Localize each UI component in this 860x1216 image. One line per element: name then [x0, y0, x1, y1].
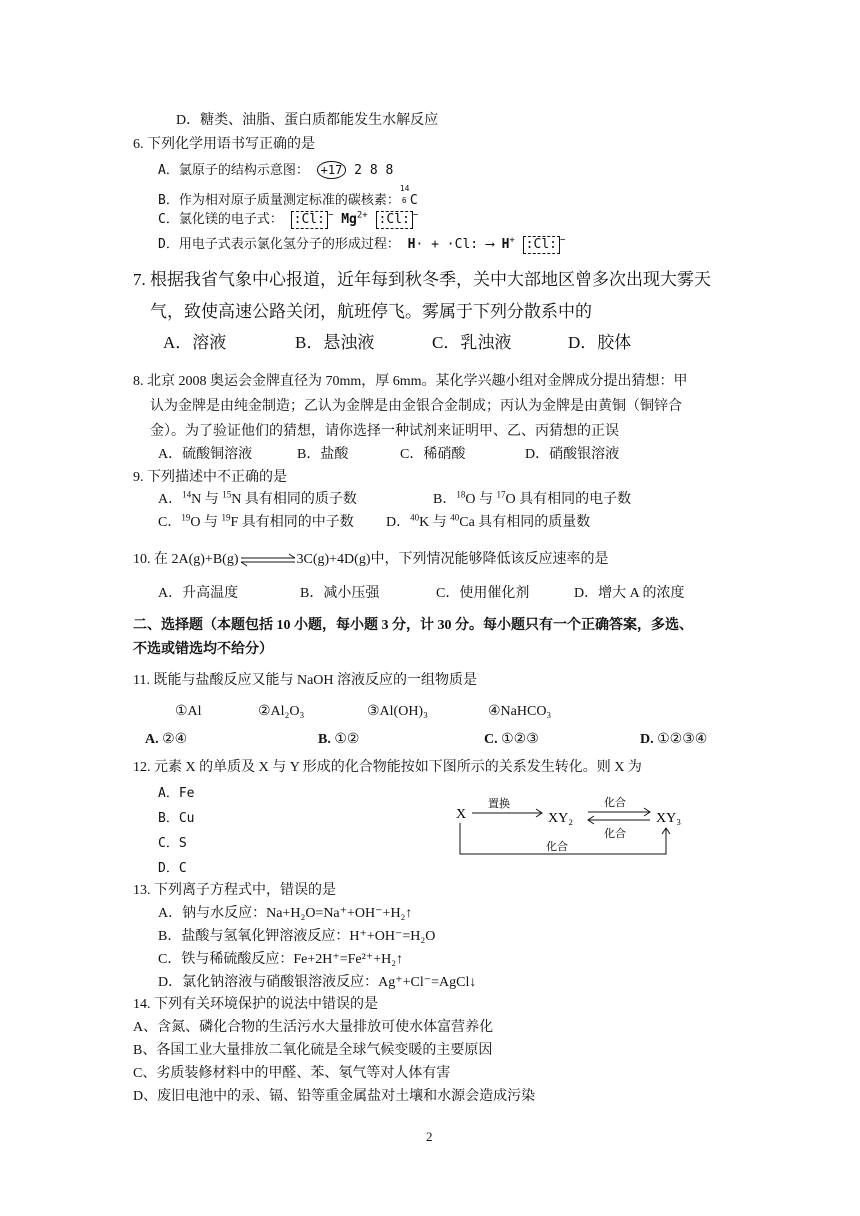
q6-c-minus-2: −: [412, 210, 419, 221]
q7-option-b: B．悬浊液: [295, 333, 375, 352]
q14-option-a: A、含氮、磷化合物的生活污水大量排放可使水体富营养化: [133, 1020, 494, 1035]
q9-c-t2: F 具有相同的中子数: [230, 515, 354, 530]
diagram-arrow1-label: 置换: [488, 798, 510, 810]
q9-a-m2: 15: [222, 489, 232, 500]
q12-option-b: B．Cu: [158, 811, 195, 826]
q9-a-m1: 14: [182, 489, 192, 500]
q10-option-b: B．减小压强: [300, 586, 380, 601]
q7-option-a: A．溶液: [163, 333, 227, 352]
q6-c-cl-2: Cl: [386, 212, 403, 227]
q11-stem: 11. 既能与盐酸反应又能与 NaOH 溶液反应的一组物质是: [133, 673, 478, 688]
q11-c-value: ①②③: [501, 732, 539, 747]
q9-option-a: [158, 491, 357, 509]
diagram-arrow2-label: 化合: [604, 797, 626, 809]
q14-option-c: C、劣质装修材料中的甲醛、苯、氡气等对人体有害: [133, 1066, 451, 1081]
q6-d-h: H: [407, 237, 416, 252]
diagram-xy3: XY₃: [656, 811, 682, 826]
q11-option-a: [145, 731, 187, 749]
q7-line2: 气，致使高速公路关闭，航班停飞。雾属于下列分散系中的: [150, 302, 592, 321]
diagram-x: X: [456, 807, 467, 822]
equilibrium-arrow-icon: [239, 553, 297, 567]
q7-line1: 7. 根据我省气象中心报道，近年每到秋冬季，关中大部地区曾多次出现大雾天: [133, 270, 711, 289]
q8-option-c: C．稀硝酸: [400, 447, 466, 462]
q11-d-value: ①②③④: [657, 732, 708, 747]
q7-option-d: D．胶体: [568, 333, 632, 352]
q9-c-t1: O 与: [190, 515, 218, 530]
q8-line2: 认为金牌是由纯金制造；乙认为金牌是由金银合金制成；丙认为金牌是由黄铜（铜锌合: [150, 399, 682, 414]
q9-d-t2: Ca 具有相同的质量数: [459, 515, 591, 530]
q10-option-a: A．升高温度: [158, 586, 239, 601]
q6-c-minus-1: −: [327, 210, 334, 221]
q6-c-label: C．氯化镁的电子式：: [158, 212, 283, 227]
q9-b-t1: O 与: [465, 492, 493, 507]
q6-d-cl: Cl: [454, 237, 471, 252]
q9-d-t1: K 与: [419, 515, 447, 530]
q10-option-d: D．增大 A 的浓度: [574, 586, 685, 601]
q6-d-hcharge: +: [509, 235, 515, 246]
q6-option-b: [158, 186, 418, 210]
q8-line1: 8. 北京 2008 奥运会金牌直径为 70mm，厚 6mm。某化学兴趣小组对金牌成分提出猜想：甲: [133, 374, 688, 389]
right-arrow-icon: ⟶: [485, 237, 494, 252]
q11-b-label: B.: [318, 732, 331, 747]
q8-option-a: A．硫酸铜溶液: [158, 447, 253, 462]
q13-option-c: C．铁与稀硫酸反应：Fe+2H⁺=Fe²⁺+H₂↑: [158, 952, 404, 967]
q6-c-cl-1: Cl: [301, 212, 318, 227]
q9-c-m1: 19: [181, 512, 191, 523]
q6-stem: 6. 下列化学用语书写正确的是: [133, 137, 315, 152]
q9-d-label: D．: [386, 515, 411, 530]
q11-d-label: D.: [640, 732, 654, 747]
q12-option-c: C．S: [158, 836, 187, 851]
q9-option-c: [158, 514, 354, 532]
q13-option-d: D．氯化钠溶液与硝酸银溶液反应：Ag⁺+Cl⁻=AgCl↓: [158, 975, 477, 990]
q6-a-label: A．氯原子的结构示意图：: [158, 163, 309, 178]
q6-b-label: B．作为相对原子质量测定标准的碳核素：: [158, 193, 400, 208]
q6-c-cl-box-2: :Cl:: [376, 211, 413, 229]
q6-b-mass: 14: [399, 184, 410, 193]
q13-option-b: B．盐酸与氢氧化钾溶液反应：H⁺+OH⁻=H₂O: [158, 929, 436, 944]
q9-c-label: C．: [158, 515, 182, 530]
q6-d-hplus: H: [501, 237, 510, 252]
q8-option-d: D．硝酸银溶液: [525, 447, 620, 462]
q9-a-label: A．: [158, 492, 183, 507]
q11-c-label: C.: [484, 732, 498, 747]
q11-item-2: ②Al₂O₃: [258, 704, 305, 719]
q11-item-4: ④NaHCO₃: [488, 704, 552, 719]
q6-b-atomic: 6: [401, 196, 407, 205]
q11-option-c: [484, 731, 539, 749]
q6-c-mg: Mg: [341, 212, 357, 227]
q8-option-b: B．盐酸: [297, 447, 349, 462]
q13-option-a: A．钠与水反应：Na+H₂O=Na⁺+OH⁻+H₂↑: [158, 906, 413, 921]
q12-stem: 12. 元素 X 的单质及 X 与 Y 形成的化合物能按如下图所示的关系发生转化。则 X 为: [133, 760, 642, 775]
section2-line2: 不选或错选均不给分）: [133, 642, 273, 657]
q11-option-d: [640, 731, 707, 749]
q11-a-label: A.: [145, 732, 159, 747]
diagram-arrow3-label: 化合: [604, 828, 626, 840]
q6-d-plus: +: [431, 237, 439, 252]
q12-option-a: A．Fe: [158, 786, 195, 801]
q9-a-t1: N 与: [191, 492, 219, 507]
section2-line1: 二、选择题（本题包括 10 小题，每小题 3 分，计 30 分。每小题只有一个正确答案，多选、: [133, 618, 693, 633]
q6-d-clcharge: −: [559, 235, 566, 246]
q10-stem-pre: 10. 在 2A(g)+B(g): [133, 552, 239, 567]
q6-c-cl-box-1: :Cl:: [291, 211, 328, 229]
q14-option-b: B、各国工业大量排放二氧化硫是全球气候变暖的主要原因: [133, 1043, 493, 1058]
q12-option-d: D．C: [158, 861, 187, 876]
q11-item-1: ①Al: [175, 704, 202, 719]
diagram-arrow4-label: 化合: [546, 841, 568, 853]
q9-a-t2: N 具有相同的质子数: [231, 492, 357, 507]
diagram-xy2: XY₂: [548, 811, 574, 826]
chlorine-nucleus-icon: +17: [317, 161, 347, 179]
q14-option-d: D、废旧电池中的汞、镉、铅等重金属盐对土壤和水源会造成污染: [133, 1089, 536, 1104]
q9-option-d: [386, 514, 590, 532]
q6-option-a: [158, 161, 393, 180]
q8-line3: 金）。为了验证他们的猜想，请你选择一种试剂来证明甲、乙、丙猜想的正误: [150, 424, 619, 439]
q9-b-m1: 18: [456, 489, 466, 500]
q9-c-m2: 19: [221, 512, 231, 523]
q9-stem: 9. 下列描述中不正确的是: [133, 470, 287, 485]
q12-transformation-diagram: [450, 792, 690, 862]
q6-option-d: D．用电子式表示氯化氢分子的形成过程： H· + ·Cl: ⟶ H+ :Cl: −: [158, 235, 566, 252]
q5-option-d: D．糖类、油脂、蛋白质都能发生水解反应: [176, 113, 439, 128]
q11-item-3: ③Al(OH)₃: [367, 704, 428, 719]
q11-a-value: ②④: [162, 732, 188, 747]
q6-option-c: [158, 211, 418, 229]
q6-c-mg-charge: 2+: [356, 210, 368, 221]
q6-d-label: D．用电子式表示氯化氢分子的形成过程：: [158, 237, 400, 252]
q7-option-c: C．乳浊液: [432, 333, 512, 352]
page-number: 2: [426, 1129, 433, 1144]
q11-b-value: ①②: [334, 732, 360, 747]
q6-d-cl-box: :Cl:: [523, 236, 560, 254]
q9-b-label: B．: [433, 492, 457, 507]
q11-option-b: [318, 731, 359, 749]
q9-b-t2: O 具有相同的电子数: [505, 492, 632, 507]
q14-stem: 14. 下列有关环境保护的说法中错误的是: [133, 997, 378, 1012]
q6-d-cl-2: Cl: [533, 237, 550, 252]
q9-d-m1: 40: [410, 512, 420, 523]
q10-stem-post: 3C(g)+4D(g)中，下列情况能够降低该反应速率的是: [296, 552, 609, 567]
q10-option-c: C．使用催化剂: [436, 586, 530, 601]
q13-stem: 13. 下列离子方程式中，错误的是: [133, 883, 336, 898]
q9-d-m2: 40: [450, 512, 460, 523]
q9-option-b: [433, 491, 631, 509]
q6-a-shells: 2 8 8: [354, 163, 394, 178]
q6-b-symbol: C: [409, 193, 418, 208]
q9-b-m2: 17: [496, 489, 506, 500]
q10-stem: [133, 551, 609, 569]
